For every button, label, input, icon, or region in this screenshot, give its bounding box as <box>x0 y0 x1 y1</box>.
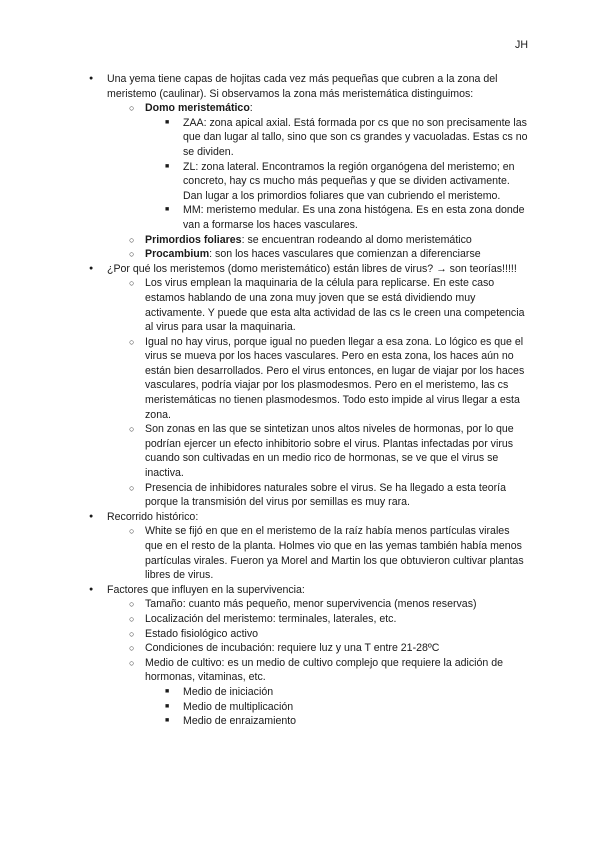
primordios-text: : se encuentran rodeando al domo meristemático <box>241 233 472 246</box>
primordios-title: Primordios foliares <box>145 233 242 246</box>
factor-item: ○ Tamaño: cuanto más pequeño, menor supervivencia (menos reservas) <box>129 597 529 612</box>
list-item-yema <box>89 72 529 262</box>
zone-mm: ■ MM: meristemo medular. Es una zona histógena. Es en esta zona donde van a formarse los haces vasculares. <box>163 203 529 232</box>
factor-item-medio <box>129 656 529 729</box>
porque-text: ¿Por qué los meristemos (domo meristemático) están libres de virus? → son teorías!!!!! <box>107 262 517 275</box>
medio-text: Medio de cultivo: es un medio de cultivo complejo que requiere la adición de hormonas, vitaminas, etc. <box>145 656 504 684</box>
medio-item: ■ Medio de multiplicación <box>163 700 529 715</box>
recorrido-sublist <box>129 524 529 582</box>
procambium-text: : son los haces vasculares que comienzan a diferenciarse <box>209 248 481 261</box>
theory-item: ○ Los virus emplean la maquinaria de la célula para replicarse. En este caso estamos hablando de una zona muy joven que se está dividiendo muy activamente. Y puede que esta alta actividad de las cs le creen una competencia al virus para usar la maquinaria. <box>129 276 529 334</box>
domo-suffix: : <box>249 102 253 115</box>
procambium-item <box>129 247 529 262</box>
medios-list <box>163 685 529 729</box>
history-item: ○ White se fijó en que en el meristemo de la raíz había menos partículas virales que en el resto de la planta. Holmes vio que en las yemas también había menos partículas virales. Fueron ya Morel and Martin los que obtuvieron cultivar plantas libres de virus. <box>129 524 529 582</box>
yema-text: Una yema tiene capas de hojitas cada vez más pequeñas que cubren a la zona del meristemo (caulinar). Si observamos la zona más meristemática distinguimos: <box>107 73 498 100</box>
factor-item: ○ Localización del meristemo: terminales, laterales, etc. <box>129 612 529 627</box>
theory-item: ○ Igual no hay virus, porque igual no pueden llegar a esa zona. Lo lógico es que el virus se mueva por los haces vasculares. Pero en esta zona, los haces aún no están bien desarrollados. Pero el virus entonces, en lugar de viajar por los haces vasculares, podría viajar por los plasmodesmos. Pero en el meristemo, las cs meristemáticas no tienen plasmodesmos. Todo esto impide al virus llegar a esta zona. <box>129 335 529 423</box>
primordios-item <box>129 233 529 248</box>
porque-sublist <box>129 276 529 510</box>
factores-text: Factores que influyen en la supervivencia: <box>107 583 305 596</box>
factores-sublist <box>129 597 529 728</box>
medio-item: ■ Medio de enraizamiento <box>163 714 529 729</box>
zone-zaa: ■ ZAA: zona apical axial. Está formada por cs que no son precisamente las que dan lugar al tallo, sino que son cs grandes y vacuoladas. Estas cs no se dividen. <box>163 116 529 160</box>
medio-item: ■ Medio de iniciación <box>163 685 529 700</box>
factor-item: ○ Estado fisiológico activo <box>129 627 529 642</box>
page-header-initials: JH <box>515 39 528 51</box>
list-item-porque <box>89 262 529 510</box>
theory-item: ○ Son zonas en las que se sintetizan unos altos niveles de hormonas, por lo que podrían ejercer un efecto inhibitorio sobre el virus. Plantas infectadas por virus cuando son cultivadas en un medio rico de hormonas, se ve que el virus se inactiva. <box>129 422 529 480</box>
factor-item: ○ Condiciones de incubación: requiere luz y una T entre 21-28ºC <box>129 641 529 656</box>
list-item-recorrido <box>89 510 529 583</box>
domo-zones-list <box>163 116 529 233</box>
theory-item: ○ Presencia de inhibidores naturales sobre el virus. Se ha llegado a esta teoría porque la transmisión del virus por semillas es muy rara. <box>129 481 529 510</box>
domo-item <box>129 101 529 232</box>
list-item-factores <box>89 583 529 729</box>
main-list <box>89 72 529 729</box>
yema-sublist <box>129 101 529 262</box>
recorrido-text: Recorrido histórico: <box>107 510 199 523</box>
procambium-title: Procambium <box>145 248 210 261</box>
zone-zl: ■ ZL: zona lateral. Encontramos la región organógena del meristemo; en concreto, hay cs mucho más pequeñas y que se dividen activamente. Dan lugar a los primordios foliares que van cubriendo el meristemo. <box>163 160 529 204</box>
document-body <box>89 72 529 729</box>
domo-title: Domo meristemático <box>145 102 250 115</box>
